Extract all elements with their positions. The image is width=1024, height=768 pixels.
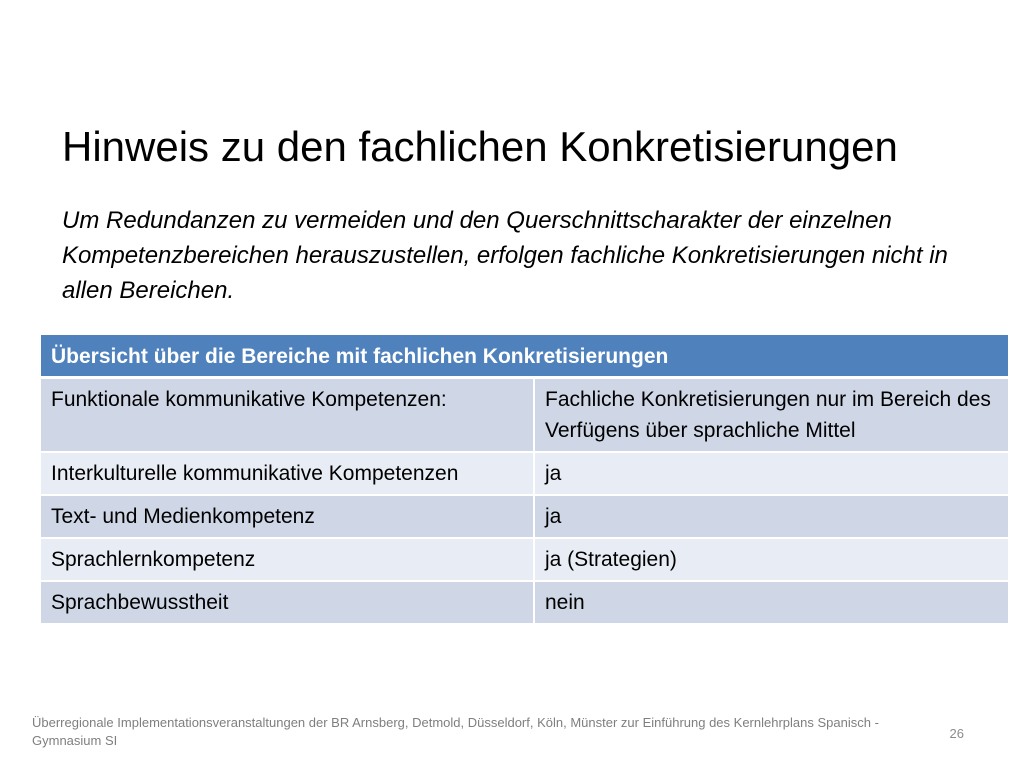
footer-text: Überregionale Implementationsveranstaltungen der BR Arnsberg, Detmold, Düsseldorf, Köln, Münster zur Einführung des Kernlehrplans Spanisch - Gymnasium SI [32,715,879,748]
value-cell: ja [535,496,1008,539]
value-cell: nein [535,582,1008,625]
value-cell: ja (Strategien) [535,539,1008,582]
table-row [41,539,1008,582]
page-number: 26 [949,726,964,741]
table-row [41,496,1008,539]
value-cell: ja [535,453,1008,496]
area-cell: Interkulturelle kommunikative Kompetenzen [41,453,535,496]
intro-text: Um Redundanzen zu vermeiden und den Querschnittscharakter der einzelnen Kompetenzbereichen herauszustellen, erfolgen fachliche Konkretisierungen nicht in allen Bereichen. [62,207,948,304]
area-cell: Sprachlernkompetenz [41,539,535,582]
table-row [41,379,1008,453]
table-header-row [41,335,1008,379]
area-cell: Text- und Medienkompetenz [41,496,535,539]
table-row [41,582,1008,625]
slide-title: Hinweis zu den fachlichen Konkretisierungen [62,123,898,170]
area-cell: Funktionale kommunikative Kompetenzen: [41,379,535,453]
table-header: Übersicht über die Bereiche mit fachlichen Konkretisierungen [41,335,1008,379]
table-row [41,453,1008,496]
area-cell: Sprachbewusstheit [41,582,535,625]
value-cell: Fachliche Konkretisierungen nur im Bereich des Verfügens über sprachliche Mittel [535,379,1008,453]
overview-table [41,335,1008,625]
